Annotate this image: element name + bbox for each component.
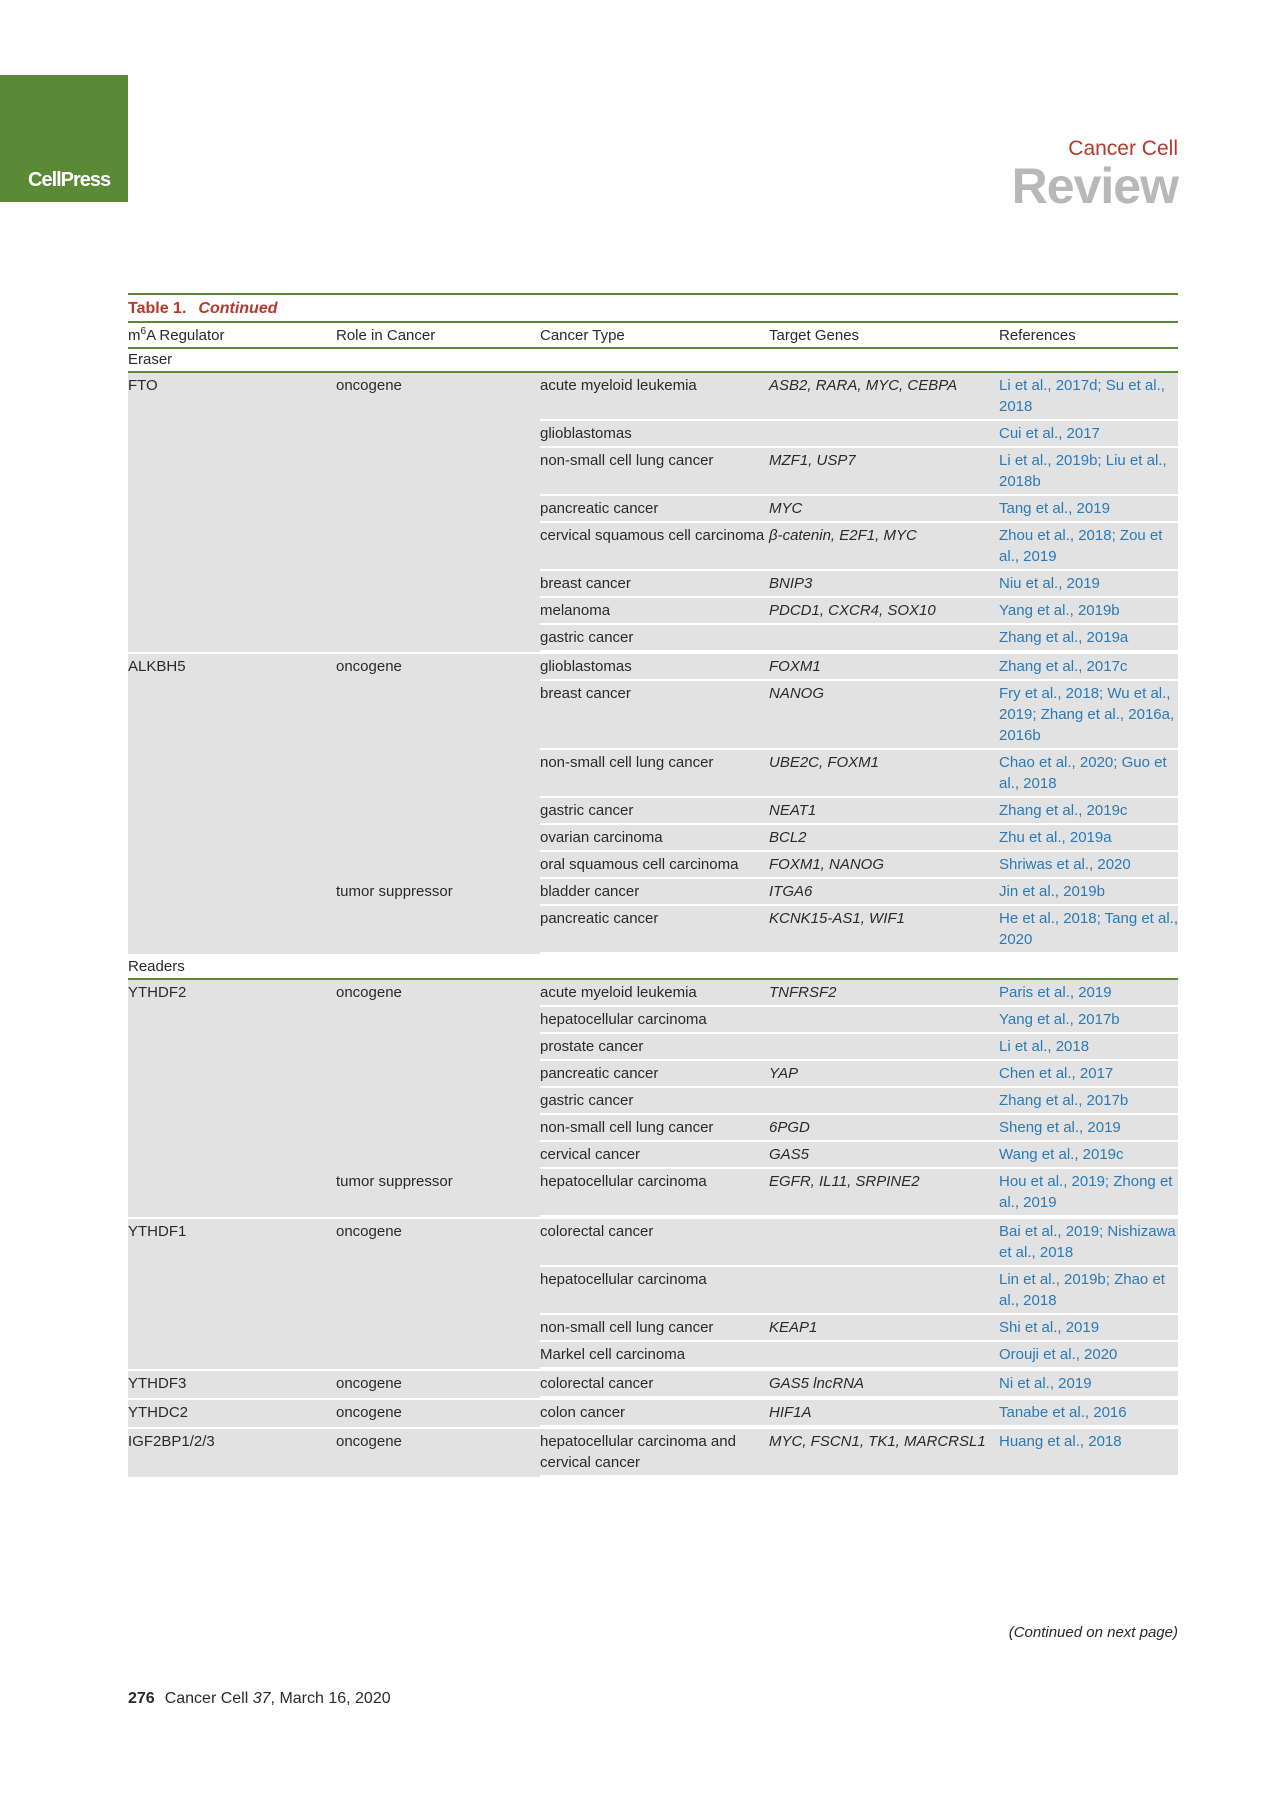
section-title: Review [1011, 158, 1178, 214]
header-regulator: $m^6A$ Regulator [128, 326, 225, 344]
table-row [540, 421, 1178, 448]
role-group [336, 1371, 1178, 1398]
regulator-name: YTHDF2 [128, 980, 336, 1217]
target-genes-cell [769, 1036, 999, 1057]
table-row [540, 625, 1178, 652]
table-row [540, 373, 1178, 421]
table-row [540, 1034, 1178, 1061]
table-row [540, 654, 1178, 681]
references-cell: Fry et al., 2018; Wu et al., 2019; Zhang et al., 2016a, 2016b [999, 685, 1175, 744]
references-cell: Zhang et al., 2017c [999, 658, 1128, 675]
table-row [540, 1007, 1178, 1034]
references-cell: Bai et al., 2019; Nishizawa et al., 2018 [999, 1223, 1176, 1261]
page-footer [128, 1690, 391, 1708]
journal-name: Cancer Cell [1068, 137, 1178, 160]
role-rows [540, 1429, 1178, 1477]
cancer-type-cell: colorectal cancer [540, 1375, 654, 1392]
cancer-type-cell: Markel cell carcinoma [540, 1346, 686, 1363]
references-cell: Yang et al., 2017b [999, 1011, 1120, 1028]
references-cell: Chao et al., 2020; Guo et al., 2018 [999, 754, 1167, 792]
cancer-type-cell: hepatocellular carcinoma [540, 1173, 707, 1190]
table-row [540, 496, 1178, 523]
cancer-type-cell: acute myeloid leukemia [540, 377, 697, 394]
cancer-type-cell: non-small cell lung cancer [540, 1119, 714, 1136]
role-rows [540, 1219, 1178, 1369]
cancer-type-cell: hepatocellular carcinoma [540, 1011, 707, 1028]
references-cell: Sheng et al., 2019 [999, 1119, 1121, 1136]
target-genes-cell: FOXM1, NANOG [769, 856, 885, 873]
target-genes-cell: KEAP1 [769, 1319, 818, 1336]
target-genes-cell: NANOG [769, 685, 825, 702]
target-genes-cell: NEAT1 [769, 802, 817, 819]
table-row [540, 1142, 1178, 1169]
role-rows [540, 980, 1178, 1169]
header-target-genes: Target Genes [769, 326, 860, 344]
role-in-cancer: oncogene [336, 1371, 540, 1398]
references-cell: Cui et al., 2017 [999, 425, 1100, 442]
logo-text: CellPress [28, 169, 111, 191]
target-genes-cell: FOXM1 [769, 658, 821, 675]
regulator-group [128, 1429, 1178, 1479]
target-genes-cell: MYC [769, 500, 803, 517]
target-genes-cell: PDCD1, CXCR4, SOX10 [769, 602, 936, 619]
target-genes-cell: β-catenin, E2F1, MYC [769, 527, 917, 544]
table-row [540, 1400, 1178, 1427]
header-cancer-type: Cancer Type [540, 326, 625, 344]
regulator-group [128, 1219, 1178, 1371]
references-cell: Shi et al., 2019 [999, 1319, 1100, 1336]
cancer-type-cell: pancreatic cancer [540, 500, 659, 517]
regulator-name: YTHDF3 [128, 1371, 336, 1398]
target-genes-cell: MZF1, USP7 [769, 452, 856, 469]
table-row [540, 1115, 1178, 1142]
role-in-cancer: tumor suppressor [336, 1169, 540, 1217]
role-rows [540, 1169, 1178, 1217]
cancer-type-cell: gastric cancer [540, 1092, 634, 1109]
references-cell: Shriwas et al., 2020 [999, 856, 1131, 873]
regulator-rows [336, 980, 1178, 1217]
role-group [336, 373, 1178, 652]
target-genes-cell: HIF1A [769, 1404, 812, 1421]
references-cell: Ni et al., 2019 [999, 1375, 1092, 1392]
cancer-type-cell: glioblastomas [540, 658, 632, 675]
role-rows [540, 879, 1178, 954]
target-genes-cell: ASB2, RARA, MYC, CEBPA [769, 377, 958, 394]
table-row [540, 1219, 1178, 1267]
footer-journal: Cancer Cell [164, 1690, 249, 1707]
role-group [336, 1219, 1178, 1369]
cancer-type-cell: colon cancer [540, 1404, 626, 1421]
regulator-rows [336, 1219, 1178, 1369]
cancer-type-cell: ovarian carcinoma [540, 829, 663, 846]
references-cell: Tanabe et al., 2016 [999, 1404, 1127, 1421]
cancer-type-cell: colorectal cancer [540, 1223, 654, 1240]
references-cell: Orouji et al., 2020 [999, 1346, 1118, 1363]
cancer-type-cell: glioblastomas [540, 425, 632, 442]
references-cell: Paris et al., 2019 [999, 984, 1112, 1001]
target-genes-cell: EGFR, IL11, SRPINE2 [769, 1173, 920, 1190]
table-row [540, 852, 1178, 879]
table-title: Table 1. Continued [128, 293, 1178, 321]
target-genes-cell [769, 1269, 999, 1311]
references-cell: He et al., 2018; Tang et al., 2020 [999, 910, 1179, 948]
role-in-cancer: tumor suppressor [336, 879, 540, 954]
regulator-group [128, 980, 1178, 1219]
header-role: Role in Cancer [336, 326, 436, 344]
references-cell: Chen et al., 2017 [999, 1065, 1114, 1082]
target-genes-cell: BCL2 [769, 829, 807, 846]
target-genes-cell [769, 627, 999, 648]
regulator-name: ALKBH5 [128, 654, 336, 954]
regulator-group [128, 654, 1178, 956]
role-in-cancer: oncogene [336, 373, 540, 652]
target-genes-cell: 6PGD [769, 1119, 810, 1136]
role-group [336, 1400, 1178, 1427]
table-row [540, 798, 1178, 825]
table-row [540, 879, 1178, 906]
table-row [540, 1061, 1178, 1088]
table-row [540, 750, 1178, 798]
cancer-type-cell: cervical squamous cell carcinoma [540, 527, 765, 544]
continued-note: (Continued on next page) [1008, 1624, 1178, 1641]
cancer-type-cell: cervical cancer [540, 1146, 641, 1163]
table-row [540, 571, 1178, 598]
role-group [336, 1169, 1178, 1217]
regulator-rows [336, 654, 1178, 954]
target-genes-cell: MYC, FSCN1, TK1, MARCRSL1 [769, 1433, 986, 1450]
cancer-type-cell: hepatocellular carcinoma and cervical cancer [540, 1433, 736, 1471]
table-row [540, 1267, 1178, 1315]
references-cell: Zhou et al., 2018; Zou et al., 2019 [999, 527, 1163, 565]
target-genes-cell: KCNK15-AS1, WIF1 [769, 910, 905, 927]
regulator-rows [336, 1371, 1178, 1398]
target-genes-cell: UBE2C, FOXM1 [769, 754, 880, 771]
references-cell: Li et al., 2019b; Liu et al., 2018b [999, 452, 1167, 490]
role-in-cancer: oncogene [336, 980, 540, 1169]
cancer-type-cell: pancreatic cancer [540, 910, 659, 927]
table-row [540, 681, 1178, 750]
regulator-group [128, 373, 1178, 654]
section-label: Eraser [128, 349, 1178, 373]
regulator-name: YTHDF1 [128, 1219, 336, 1369]
target-genes-cell: GAS5 [769, 1146, 810, 1163]
table-row [540, 598, 1178, 625]
references-cell: Lin et al., 2019b; Zhao et al., 2018 [999, 1271, 1165, 1309]
cancer-type-cell: non-small cell lung cancer [540, 754, 714, 771]
cancer-type-cell: acute myeloid leukemia [540, 984, 697, 1001]
cancer-type-cell: gastric cancer [540, 802, 634, 819]
role-group [336, 1429, 1178, 1477]
cellpress-logo [0, 75, 128, 202]
role-rows [540, 373, 1178, 652]
footer-date: , March 16, 2020 [270, 1690, 391, 1707]
table-row [540, 906, 1178, 954]
table-1 [128, 293, 1178, 1479]
table-row [540, 825, 1178, 852]
table-body [128, 349, 1178, 1479]
table-continued-label: Continued [198, 300, 278, 317]
regulator-rows [336, 1400, 1178, 1427]
references-cell: Zhang et al., 2017b [999, 1092, 1129, 1109]
role-in-cancer: oncogene [336, 1219, 540, 1369]
header-references: References [999, 326, 1076, 344]
regulator-name: IGF2BP1/2/3 [128, 1429, 336, 1477]
table-row [540, 1169, 1178, 1217]
references-cell: Li et al., 2018 [999, 1038, 1090, 1055]
references-cell: Yang et al., 2019b [999, 602, 1120, 619]
references-cell: Zhang et al., 2019c [999, 802, 1128, 819]
regulator-rows [336, 373, 1178, 652]
target-genes-cell [769, 1009, 999, 1030]
target-genes-cell: GAS5 lncRNA [769, 1375, 865, 1392]
table-row [540, 1429, 1178, 1477]
table-row [540, 1088, 1178, 1115]
references-cell: Hou et al., 2019; Zhong et al., 2019 [999, 1173, 1173, 1211]
table-row [540, 523, 1178, 571]
cancer-type-cell: oral squamous cell carcinoma [540, 856, 739, 873]
role-in-cancer: oncogene [336, 1429, 540, 1477]
target-genes-cell [769, 1221, 999, 1263]
cancer-type-cell: breast cancer [540, 685, 631, 702]
regulator-name: FTO [128, 373, 336, 652]
references-cell: Zhu et al., 2019a [999, 829, 1112, 846]
target-genes-cell: ITGA6 [769, 883, 813, 900]
footer-volume: 37 [252, 1690, 271, 1707]
cancer-type-cell: bladder cancer [540, 883, 640, 900]
table-row [540, 1315, 1178, 1342]
cancer-type-cell: breast cancer [540, 575, 631, 592]
page-number: 276 [128, 1690, 155, 1707]
cancer-type-cell: gastric cancer [540, 629, 634, 646]
references-cell: Niu et al., 2019 [999, 575, 1100, 592]
references-cell: Wang et al., 2019c [999, 1146, 1124, 1163]
target-genes-cell: YAP [769, 1065, 799, 1082]
table-header [128, 321, 1178, 349]
cancer-type-cell: prostate cancer [540, 1038, 644, 1055]
section-label: Readers [128, 956, 1178, 980]
references-cell: Tang et al., 2019 [999, 500, 1110, 517]
regulator-group [128, 1371, 1178, 1400]
target-genes-cell [769, 423, 999, 444]
target-genes-cell: BNIP3 [769, 575, 813, 592]
role-group [336, 879, 1178, 954]
table-row [540, 1371, 1178, 1398]
table-row [540, 980, 1178, 1007]
references-cell: Huang et al., 2018 [999, 1433, 1122, 1450]
target-genes-cell: TNFRSF2 [769, 984, 837, 1001]
references-cell: Jin et al., 2019b [999, 883, 1105, 900]
role-rows [540, 654, 1178, 879]
cancer-type-cell: non-small cell lung cancer [540, 452, 714, 469]
role-rows [540, 1400, 1178, 1427]
role-group [336, 980, 1178, 1169]
role-in-cancer: oncogene [336, 654, 540, 879]
cancer-type-cell: melanoma [540, 602, 611, 619]
table-row [540, 1342, 1178, 1369]
references-cell: Zhang et al., 2019a [999, 629, 1129, 646]
target-genes-cell [769, 1344, 999, 1365]
table-row [540, 448, 1178, 496]
role-group [336, 654, 1178, 879]
cancer-type-cell: hepatocellular carcinoma [540, 1271, 707, 1288]
references-cell: Li et al., 2017d; Su et al., 2018 [999, 377, 1165, 415]
regulator-rows [336, 1429, 1178, 1477]
role-rows [540, 1371, 1178, 1398]
target-genes-cell [769, 1090, 999, 1111]
cancer-type-cell: non-small cell lung cancer [540, 1319, 714, 1336]
cancer-type-cell: pancreatic cancer [540, 1065, 659, 1082]
role-in-cancer: oncogene [336, 1400, 540, 1427]
regulator-name: YTHDC2 [128, 1400, 336, 1427]
regulator-group [128, 1400, 1178, 1429]
